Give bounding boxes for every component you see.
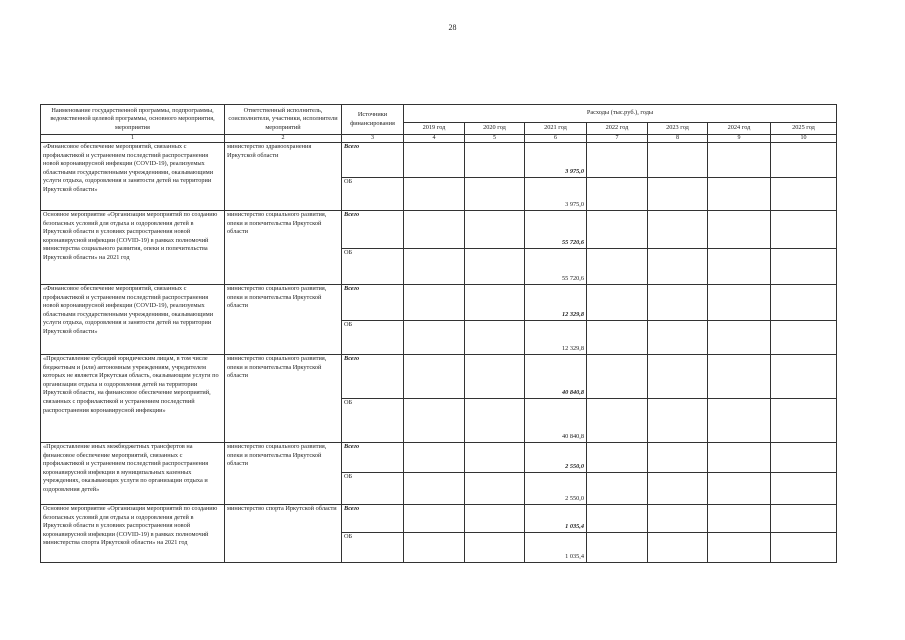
header-year: 2021 год (525, 123, 587, 135)
header-year: 2020 год (465, 123, 525, 135)
table-row (41, 505, 837, 533)
source-ob: ОБ (342, 178, 404, 211)
expenses-table (40, 104, 837, 563)
value-total-2021: 3 975,0 (525, 143, 587, 178)
header-source: Источники финансирования (342, 105, 404, 135)
value-total-2021: 2 550,0 (525, 443, 587, 473)
value-ob-2021: 40 840,8 (525, 399, 587, 443)
header-year: 2019 год (404, 123, 465, 135)
page-number: 28 (448, 23, 457, 32)
header-expenses: Расходы (тыс.руб.), годы (404, 105, 837, 123)
header-year: 2025 год (771, 123, 837, 135)
source-ob: ОБ (342, 399, 404, 443)
value-ob-2021: 3 975,0 (525, 178, 587, 211)
row-executor: министерство социального развития, опеки и попечительства Иркутской области (225, 285, 342, 355)
table-row (41, 211, 837, 249)
header-year: 2023 год (648, 123, 708, 135)
column-number: 2 (225, 135, 342, 143)
header-year: 2024 год (708, 123, 771, 135)
row-name: «Финансовое обеспечение мероприятий, связанных с профилактикой и устранением последствий распространения новой коронавирусной инфекции (COVID-19), реализуемых областными государственными учреждениями, оказывающими услуги отдыха, оздоровления и занятости детей на территории Иркутской области» (41, 285, 225, 355)
table-row (41, 285, 837, 321)
row-name: «Предоставление иных межбюджетных трансфертов на финансовое обеспечение мероприятий, связанных с профилактикой и устранением последствий распространения коронавирусной инфекции в муниципальных казенных учреждениях, оказывающих услуги по организации отдыха и оздоровления детей» (41, 443, 225, 505)
value-total-2021: 12 329,8 (525, 285, 587, 321)
column-number-row (41, 135, 837, 143)
table-row (41, 443, 837, 473)
row-name: Основное мероприятие «Организация мероприятий по созданию безопасных условий для отдыха и оздоровления детей в Иркутской области в условиях распространения новой коронавирусной инфекции (COVID-19) в рамках полномочий министерства социального развития, опеки и попечительства Иркутской области» на 2021 год (41, 211, 225, 285)
source-ob: ОБ (342, 321, 404, 355)
column-number: 4 (404, 135, 465, 143)
source-total: Всего (342, 355, 404, 399)
row-executor: министерство социального развития, опеки и попечительства Иркутской области (225, 443, 342, 505)
row-executor: министерство спорта Иркутской области (225, 505, 342, 563)
row-executor: министерство социального развития, опеки и попечительства Иркутской области (225, 211, 342, 285)
header-executor: Ответственный исполнитель, соисполнители, участники, исполнители мероприятий (225, 105, 342, 135)
header-name: Наименование государственной программы, подпрограммы, ведомственной целевой программы, основного мероприятия, мероприятия (41, 105, 225, 135)
source-total: Всего (342, 211, 404, 249)
source-ob: ОБ (342, 249, 404, 285)
column-number: 3 (342, 135, 404, 143)
source-total: Всего (342, 443, 404, 473)
source-total: Всего (342, 143, 404, 178)
column-number: 6 (525, 135, 587, 143)
row-name: Основное мероприятие «Организация мероприятий по созданию безопасных условий для отдыха и оздоровления детей в Иркутской области в условиях распространения новой коронавирусной инфекции (COVID-19) в рамках полномочий министерства спорта Иркутской области» на 2021 год (41, 505, 225, 563)
value-ob-2021: 2 550,0 (525, 473, 587, 505)
value-ob-2021: 55 720,6 (525, 249, 587, 285)
column-number: 7 (587, 135, 648, 143)
header-year: 2022 год (587, 123, 648, 135)
value-ob-2021: 1 035,4 (525, 533, 587, 563)
column-number: 1 (41, 135, 225, 143)
value-ob-2021: 12 329,8 (525, 321, 587, 355)
row-name: «Финансовое обеспечение мероприятий, связанных с профилактикой и устранением последствий распространения новой коронавирусной инфекции (COVID-19), реализуемых областными государственными учреждениями, оказывающими услуги отдыха, оздоровления и занятости детей на территории Иркутской области» (41, 143, 225, 211)
value-total-2021: 1 035,4 (525, 505, 587, 533)
value-total-2021: 55 720,6 (525, 211, 587, 249)
source-total: Всего (342, 505, 404, 533)
source-ob: ОБ (342, 473, 404, 505)
column-number: 10 (771, 135, 837, 143)
row-name: «Предоставление субсидий юридическим лицам, в том числе бюджетным и (или) автономным учреждениям, учредителем которых не является Иркутская область, оказывающим услуги по организации отдыха и оздоровления детей на территории Иркутской области, на финансовое обеспечение мероприятий, связанных с профилактикой и устранением последствий распространения коронавирусной инфекции» (41, 355, 225, 443)
column-number: 5 (465, 135, 525, 143)
column-number: 8 (648, 135, 708, 143)
table-row (41, 355, 837, 399)
value-total-2021: 40 840,8 (525, 355, 587, 399)
column-number: 9 (708, 135, 771, 143)
source-ob: ОБ (342, 533, 404, 563)
row-executor: министерство здравоохранения Иркутской области (225, 143, 342, 211)
table-row (41, 143, 837, 178)
source-total: Всего (342, 285, 404, 321)
row-executor: министерство социального развития, опеки и попечительства Иркутской области (225, 355, 342, 443)
